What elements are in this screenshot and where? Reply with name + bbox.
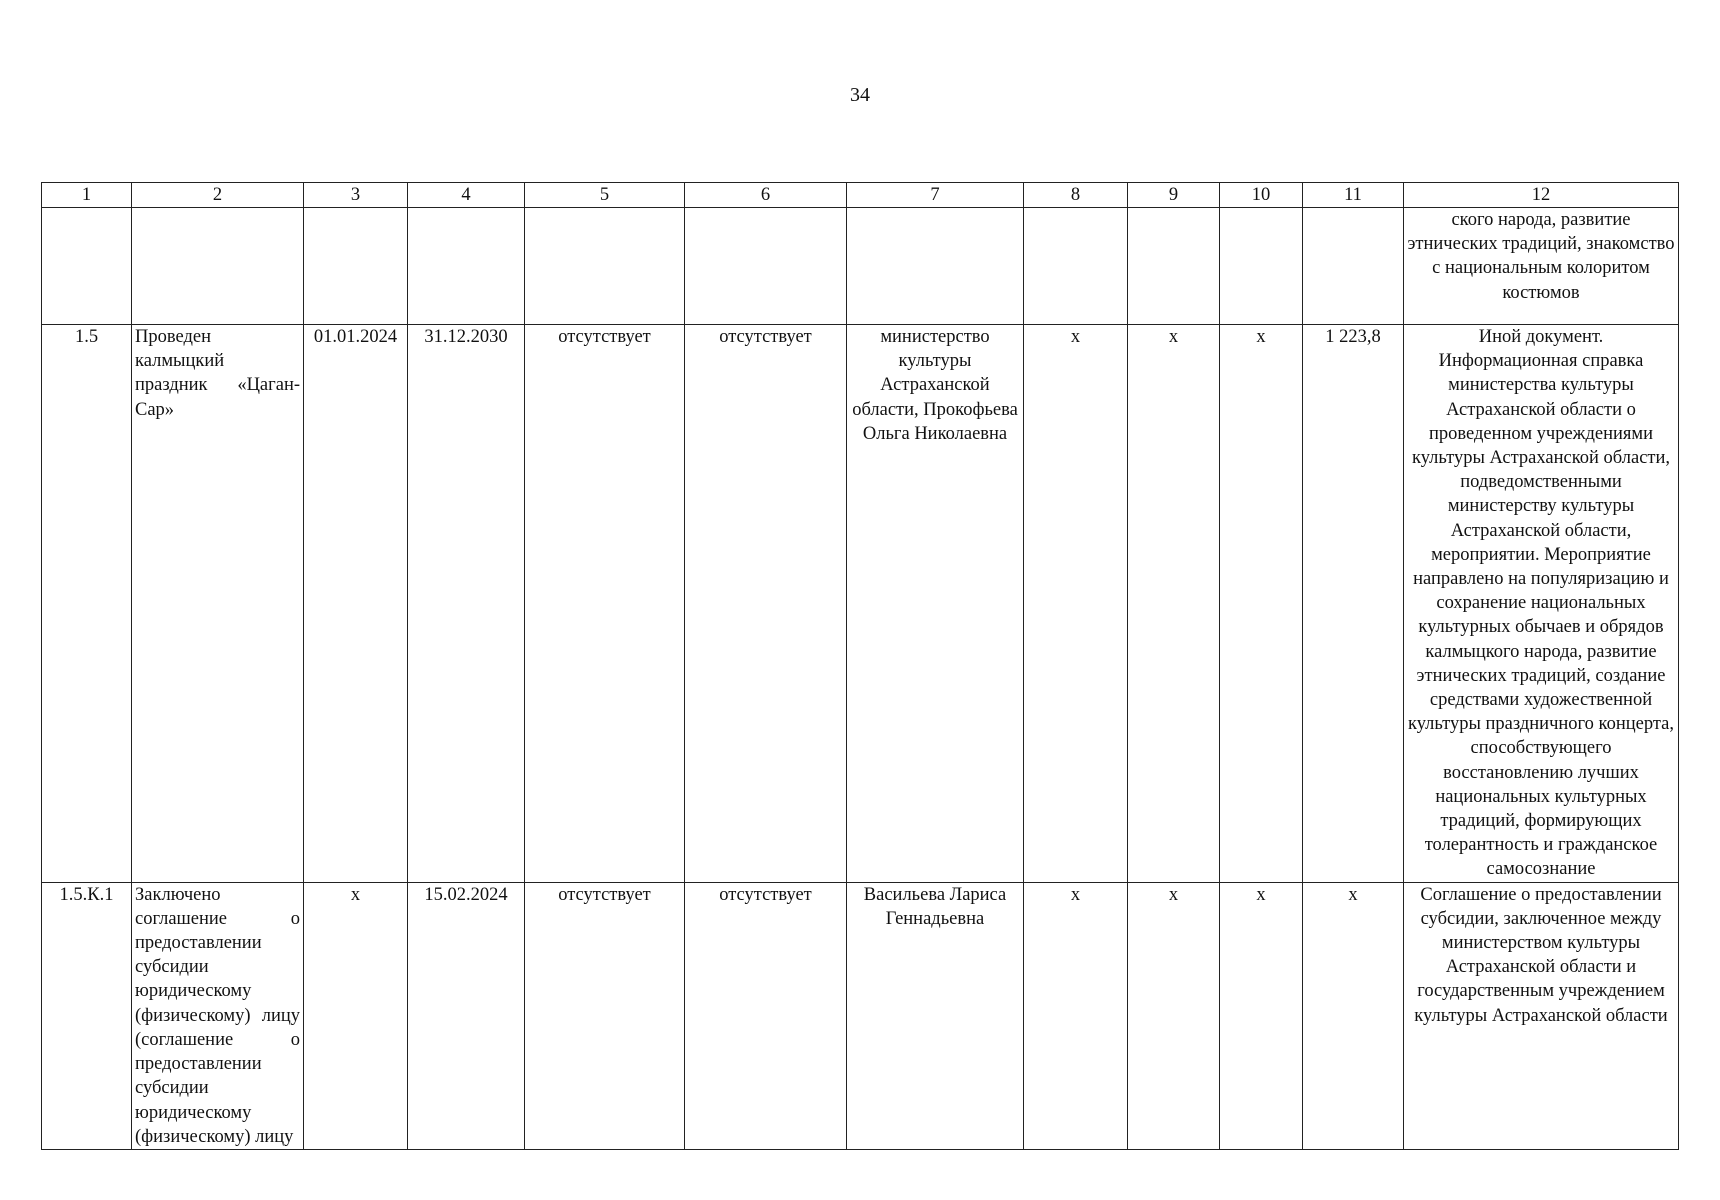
column-header-8: 8 [1024, 183, 1128, 208]
column-header-9: 9 [1128, 183, 1220, 208]
table-cell [132, 208, 304, 325]
result-description-cell: ского народа, развитие этнических традиций, знакомство с национальным колоритом костюмов [1404, 208, 1679, 325]
table-row-1-5 [42, 325, 1679, 883]
table-row-1-5-k-1 [42, 882, 1679, 1149]
responsible-cell: Васильева Лариса Геннадьевна [847, 882, 1024, 1149]
column-header-4: 4 [408, 183, 525, 208]
column-header-7: 7 [847, 183, 1024, 208]
table-cell [408, 208, 525, 325]
column-6-cell: отсутствует [685, 325, 847, 883]
column-header-1: 1 [42, 183, 132, 208]
column-5-cell: отсутствует [525, 325, 685, 883]
column-10-cell: х [1220, 882, 1303, 1149]
column-8-cell: х [1024, 325, 1128, 883]
column-6-cell: отсутствует [685, 882, 847, 1149]
column-header-2: 2 [132, 183, 304, 208]
column-header-6: 6 [685, 183, 847, 208]
column-9-cell: х [1128, 882, 1220, 1149]
table-cell [847, 208, 1024, 325]
start-date-cell: 01.01.2024 [304, 325, 408, 883]
table-cell [1128, 208, 1220, 325]
end-date-cell: 31.12.2030 [408, 325, 525, 883]
header-row [42, 183, 1679, 208]
column-header-5: 5 [525, 183, 685, 208]
responsible-cell: министерство культуры Астраханской области, Прокофьева Ольга Николаевна [847, 325, 1024, 883]
table-cell [304, 208, 408, 325]
page-number: 34 [850, 84, 870, 106]
table-cell [1220, 208, 1303, 325]
result-description-cell: Иной документ. Информационная справка министерства культуры Астраханской области о проведенном учреждениями культуры Астраханской области, подведомственными министерству культуры Астраханской области, мероприятии. Мероприятие направлено на популяризацию и сохранение национальных культурных обычаев и обрядов калмыцкого народа, развитие этнических традиций, создание средствами художественной культуры праздничного концерта, способствующего восстановлению лучших национальных культурных традиций, формирующих толерантность и гражданское самосознание [1404, 325, 1679, 883]
column-10-cell: х [1220, 325, 1303, 883]
column-header-11: 11 [1303, 183, 1404, 208]
column-9-cell: х [1128, 325, 1220, 883]
table-cell [685, 208, 847, 325]
item-number-cell: 1.5 [42, 325, 132, 883]
result-description-cell: Соглашение о предоставлении субсидии, заключенное между министерством культуры Астраханской области и государственным учреждением культуры Астраханской области [1404, 882, 1679, 1149]
column-8-cell: х [1024, 882, 1128, 1149]
column-5-cell: отсутствует [525, 882, 685, 1149]
table-cell [1303, 208, 1404, 325]
start-date-cell: х [304, 882, 408, 1149]
table-cell [42, 208, 132, 325]
plan-table [41, 182, 1679, 1150]
end-date-cell: 15.02.2024 [408, 882, 525, 1149]
column-header-10: 10 [1220, 183, 1303, 208]
event-name-cell: Заключено соглашение о предоставлении субсидии юридическому (физическому) лицу (соглашение о предоставлении субсидии юридическому (физическому) лицу [132, 882, 304, 1149]
event-name-cell: Проведен калмыцкий праздник «Цаган-Сар» [132, 325, 304, 883]
table-row-continuation [42, 208, 1679, 325]
amount-cell: 1 223,8 [1303, 325, 1404, 883]
amount-cell: х [1303, 882, 1404, 1149]
table-cell [1024, 208, 1128, 325]
column-header-12: 12 [1404, 183, 1679, 208]
table-cell [525, 208, 685, 325]
item-number-cell: 1.5.К.1 [42, 882, 132, 1149]
column-header-3: 3 [304, 183, 408, 208]
